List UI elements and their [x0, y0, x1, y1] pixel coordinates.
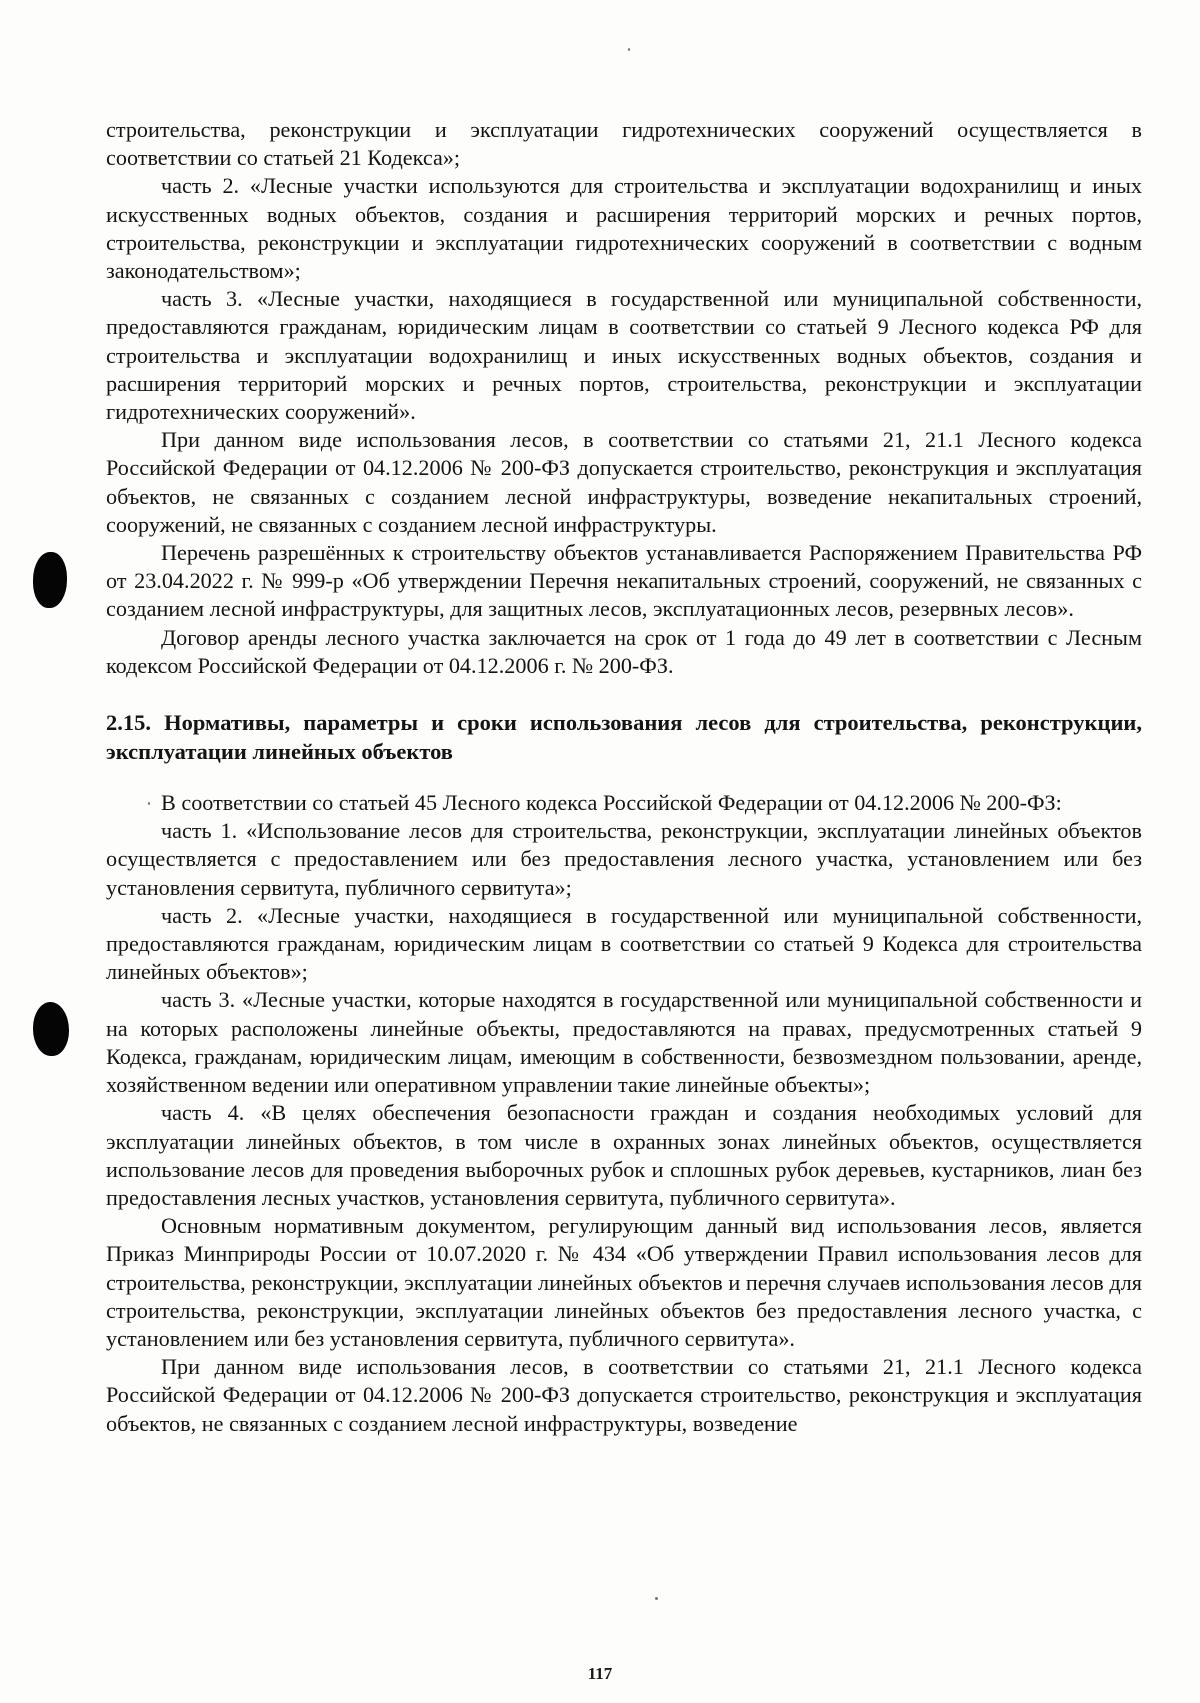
punch-hole-lower — [33, 1002, 69, 1056]
scan-speck — [655, 1597, 658, 1600]
paragraph: При данном виде использования лесов, в соответствии со статьями 21, 21.1 Лесного кодекса Российской Федерации от 04.12.2006 № 200-ФЗ допускается строительство, реконструкция и эксплуатация объектов, не связанных с созданием лесной инфраструктуры, возведение некапитальных строений, сооружений, не связанных с созданием лесной инфраструктуры. — [106, 427, 1142, 537]
page-number: 117 — [587, 1664, 613, 1683]
paragraph: Договор аренды лесного участка заключается на срок от 1 года до 49 лет в соответствии с Лесным кодексом Российской Федерации от 04.12.2006 г. № 200-ФЗ. — [106, 624, 1142, 678]
paragraph: строительства, реконструкции и эксплуатации гидротехнических сооружений осуществляется в соответствии со статьей 21 Кодекса»; — [106, 117, 1142, 171]
scan-speck — [628, 48, 630, 51]
punch-hole-upper — [33, 552, 67, 608]
paragraph: часть 3. «Лесные участки, находящиеся в государственной или муниципальной собственности, предоставляются гражданам, юридическим лицам в соответствии со статьей 9 Лесного кодекса РФ для строительства и эксплуатации водохранилищ и иных искусственных водных объектов, создания и расширения территорий морских и речных портов, строительства, реконструкции и эксплуатации гидротехнических сооружений». — [106, 286, 1142, 425]
paragraph: В соответствии со статьей 45 Лесного кодекса Российской Федерации от 04.12.2006 № 200-ФЗ: — [161, 790, 1062, 816]
document-body — [106, 116, 1142, 1438]
section-heading: 2.15. Нормативы, параметры и сроки использования лесов для строительства, реконструкции, эксплуатации линейных объектов — [106, 710, 1142, 765]
paragraph: Основным нормативным документом, регулирующим данный вид использования лесов, является Приказ Минприроды России от 10.07.2020 г. № 434 «Об утверждении Правил использования лесов для строительства, реконструкции, эксплуатации линейных объектов и перечня случаев использования лесов для строительства, реконструкции, эксплуатации линейных объектов без предоставления лесного участка, с установлением или без установления сервитута, публичного сервитута». — [106, 1213, 1142, 1351]
paragraph: часть 2. «Лесные участки, находящиеся в государственной или муниципальной собственности, предоставляются гражданам, юридическим лицам в соответствии со статьей 9 Кодекса для строительства линейных объектов»; — [106, 902, 1142, 985]
paragraph: часть 2. «Лесные участки используются для строительства и эксплуатации водохранилищ и иных искусственных водных объектов, создания и расширения территорий морских и речных портов, строительства, реконструкции и эксплуатации гидротехнических сооружений в соответствии с водным законодательством»; — [106, 173, 1142, 284]
paragraph: часть 3. «Лесные участки, которые находятся в государственной или муниципальной собственности и на которых расположены линейные объекты, предоставляются на правах, предусмотренных статьей 9 Кодекса, гражданам, юридическим лицам, имеющим в собственности, безвозмездном пользовании, аренде, хозяйственном ведении или оперативном управлении такие линейные объекты»; — [106, 987, 1142, 1098]
paragraph: При данном виде использования лесов, в соответствии со статьями 21, 21.1 Лесного кодекса Российской Федерации от 04.12.2006 № 200-ФЗ допускается строительство, реконструкция и эксплуатация объектов, не связанных с созданием лесной инфраструктуры, возведение — [106, 1354, 1142, 1436]
paragraph: Перечень разрешённых к строительству объектов устанавливается Распоряжением Правительства РФ от 23.04.2022 г. № 999-р «Об утверждении Перечня некапитальных строений, сооружений, не связанных с созданием лесной инфраструктуры, для защитных лесов, эксплуатационных лесов, резервных лесов». — [106, 540, 1142, 622]
paragraph: часть 1. «Использование лесов для строительства, реконструкции, эксплуатации линейных объектов осуществляется с предоставлением или без предоставления лесного участка, установлением или без установления сервитута, публичного сервитута»; — [106, 818, 1142, 900]
paragraph: часть 4. «В целях обеспечения безопасности граждан и создания необходимых условий для эксплуатации линейных объектов, в том числе в охранных зонах линейных объектов, осуществляется использование лесов для проведения выборочных рубок и сплошных рубок деревьев, кустарников, лиан без предоставления лесных участков, установления сервитута, публичного сервитута». — [106, 1100, 1142, 1210]
